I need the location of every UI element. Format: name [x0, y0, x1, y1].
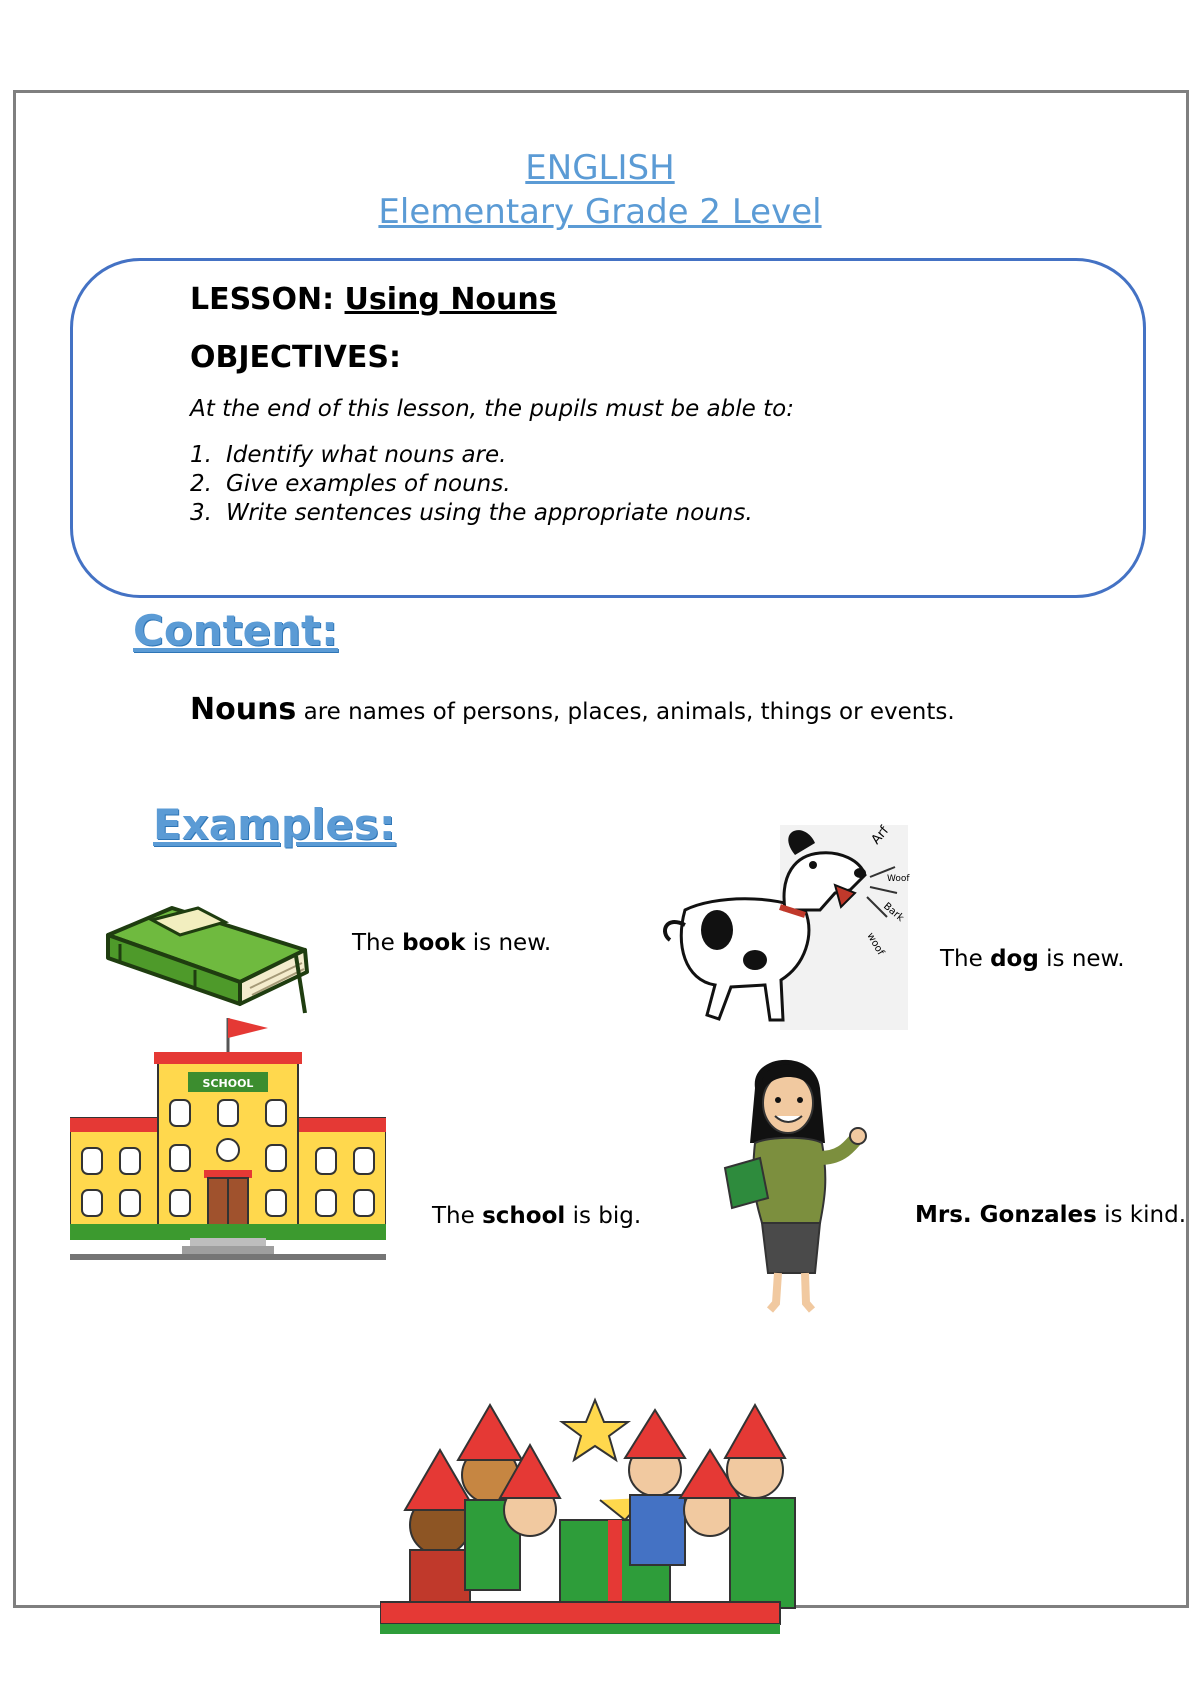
book-illustration — [100, 900, 315, 1015]
objectives-list — [190, 442, 753, 529]
list-item: 1. Identify what nouns are. — [190, 442, 507, 468]
dog-sound-2: Woof — [887, 874, 910, 884]
grade-level-title: Elementary Grade 2 Level — [378, 192, 822, 232]
list-item: 3. Write sentences using the appropriate nouns. — [190, 500, 753, 526]
dog-sound-4: woof — [864, 931, 886, 958]
examples-heading: Examples: — [153, 800, 396, 849]
lesson-topic: Using Nouns — [344, 282, 557, 317]
list-item: 2. Give examples of nouns. — [190, 471, 511, 497]
christmas-kids-illustration — [380, 1380, 845, 1660]
noun-definition — [190, 692, 955, 727]
school-illustration — [70, 1010, 386, 1265]
dog-sound-1: Arf — [868, 823, 893, 848]
teacher-illustration — [720, 1048, 870, 1318]
dog-caption: The dog is new. — [940, 946, 1125, 972]
school-caption: The school is big. — [432, 1203, 642, 1229]
book-caption: The book is new. — [352, 930, 552, 956]
definition-text: are names of persons, places, animals, things or events. — [296, 699, 955, 725]
lesson-label: LESSON: — [190, 282, 335, 317]
content-heading: Content: — [133, 606, 338, 655]
dog-illustration — [655, 815, 910, 1030]
lesson-line — [190, 282, 557, 317]
definition-term: Nouns — [190, 692, 297, 727]
dog-sound-3: Bark — [881, 900, 906, 925]
objectives-intro: At the end of this lesson, the pupils must be able to: — [190, 396, 794, 422]
school-sign: SCHOOL — [202, 1077, 254, 1090]
objectives-heading: OBJECTIVES: — [190, 340, 401, 375]
teacher-caption: Mrs. Gonzales is kind. — [915, 1202, 1187, 1228]
subject-title: ENGLISH — [525, 148, 675, 188]
